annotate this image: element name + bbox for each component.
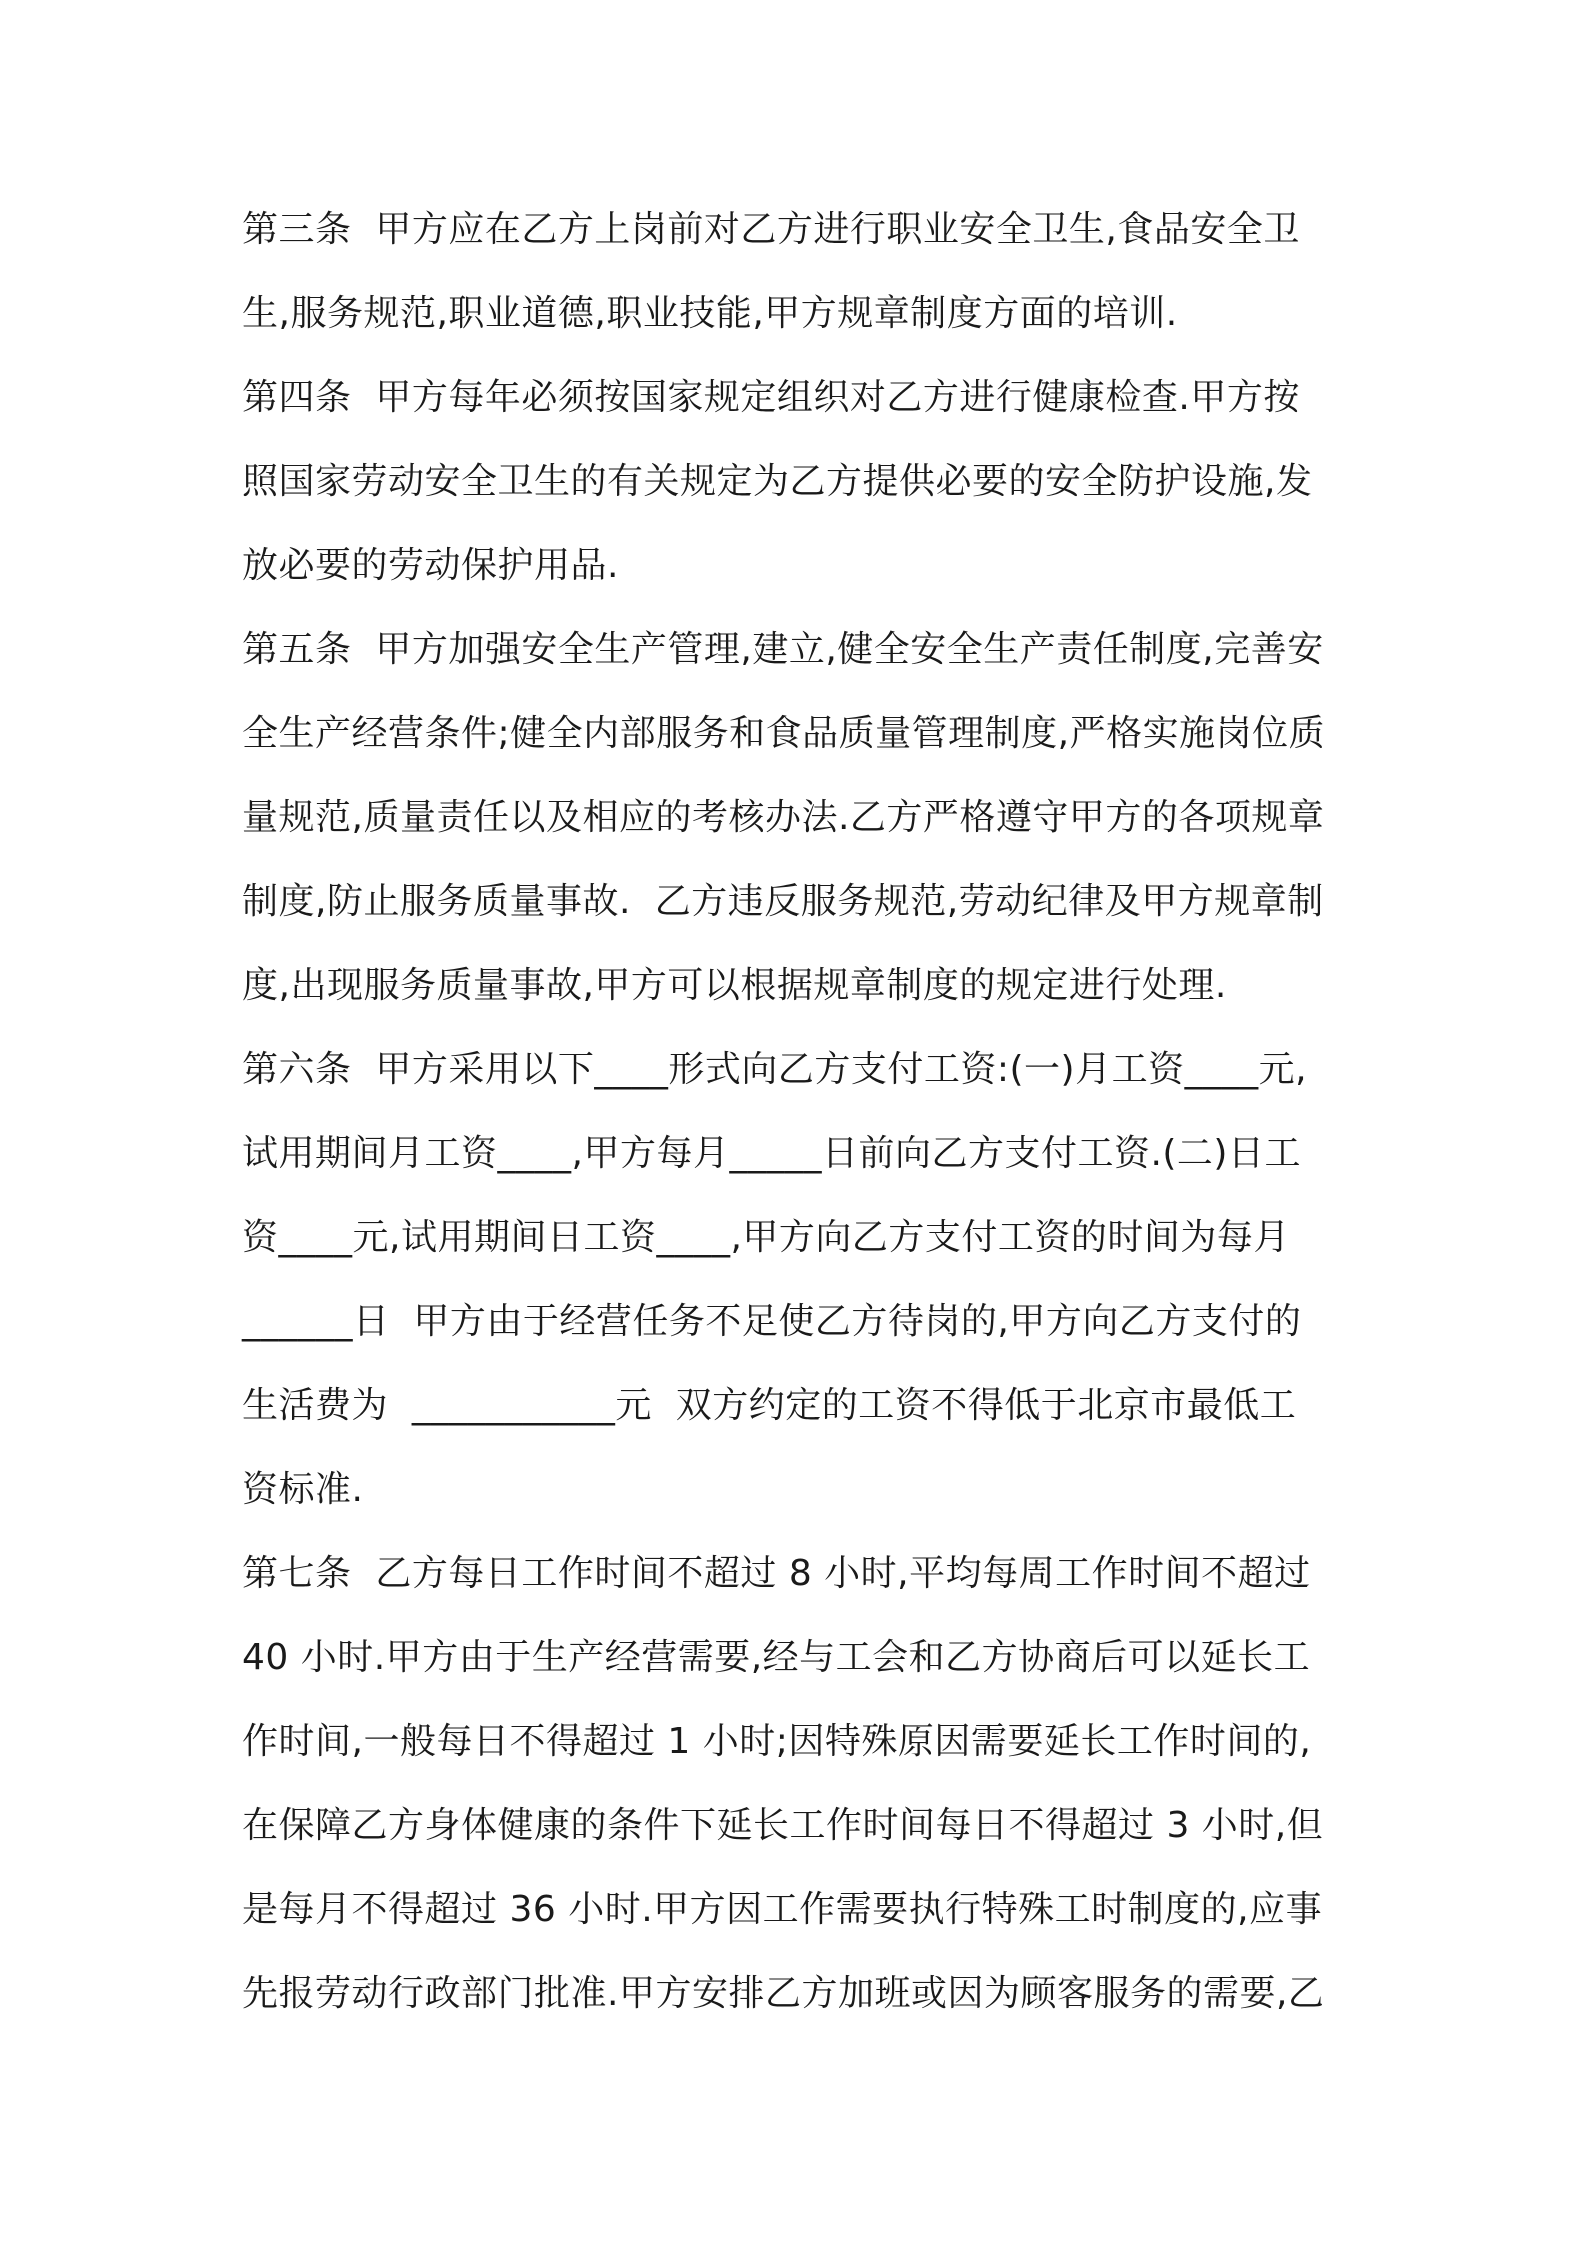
- text-line: 全生产经营条件;健全内部服务和食品质量管理制度,严格实施岗位质: [242, 713, 1326, 754]
- text-line: ______日 甲方由于经营任务不足使乙方待岗的,甲方向乙方支付的: [242, 1301, 1302, 1342]
- text-line: 生活费为 ___________元 双方约定的工资不得低于北京市最低工: [242, 1385, 1297, 1426]
- text-line: 资标准.: [242, 1469, 364, 1510]
- text-line: 试用期间月工资____,甲方每月_____日前向乙方支付工资.(二)日工: [242, 1133, 1301, 1174]
- text-line: 照国家劳动安全卫生的有关规定为乙方提供必要的安全防护设施,发: [242, 461, 1313, 502]
- text-line: 量规范,质量责任以及相应的考核办法.乙方严格遵守甲方的各项规章: [242, 797, 1325, 838]
- text-line: 第六条 甲方采用以下____形式向乙方支付工资:(一)月工资____元,: [242, 1049, 1308, 1090]
- text-line: 第五条 甲方加强安全生产管理,建立,健全安全生产责任制度,完善安: [242, 629, 1324, 670]
- text-line: 在保障乙方身体健康的条件下延长工作时间每日不得超过 3 小时,但: [242, 1805, 1324, 1846]
- text-line: 第七条 乙方每日工作时间不超过 8 小时,平均每周工作时间不超过: [242, 1553, 1311, 1594]
- text-line: 先报劳动行政部门批准.甲方安排乙方加班或因为顾客服务的需要,乙: [242, 1973, 1325, 2014]
- text-line: 是每月不得超过 36 小时.甲方因工作需要执行特殊工时制度的,应事: [242, 1889, 1323, 1930]
- text-line: 资____元,试用期间日工资____,甲方向乙方支付工资的时间为每月: [242, 1217, 1290, 1258]
- text-line: 作时间,一般每日不得超过 1 小时;因特殊原因需要延长工作时间的,: [242, 1721, 1312, 1762]
- text-line: 40 小时.甲方由于生产经营需要,经与工会和乙方协商后可以延长工: [242, 1637, 1311, 1678]
- text-line: 第四条 甲方每年必须按国家规定组织对乙方进行健康检查.甲方按: [242, 377, 1300, 418]
- text-line: 放必要的劳动保护用品.: [242, 545, 619, 586]
- text-line: 度,出现服务质量事故,甲方可以根据规章制度的规定进行处理.: [242, 965, 1227, 1006]
- text-line: 生,服务规范,职业道德,职业技能,甲方规章制度方面的培训.: [242, 293, 1178, 334]
- text-line: 第三条 甲方应在乙方上岗前对乙方进行职业安全卫生,食品安全卫: [242, 209, 1300, 250]
- text-line: 制度,防止服务质量事故. 乙方违反服务规范,劳动纪律及甲方规章制: [242, 881, 1324, 922]
